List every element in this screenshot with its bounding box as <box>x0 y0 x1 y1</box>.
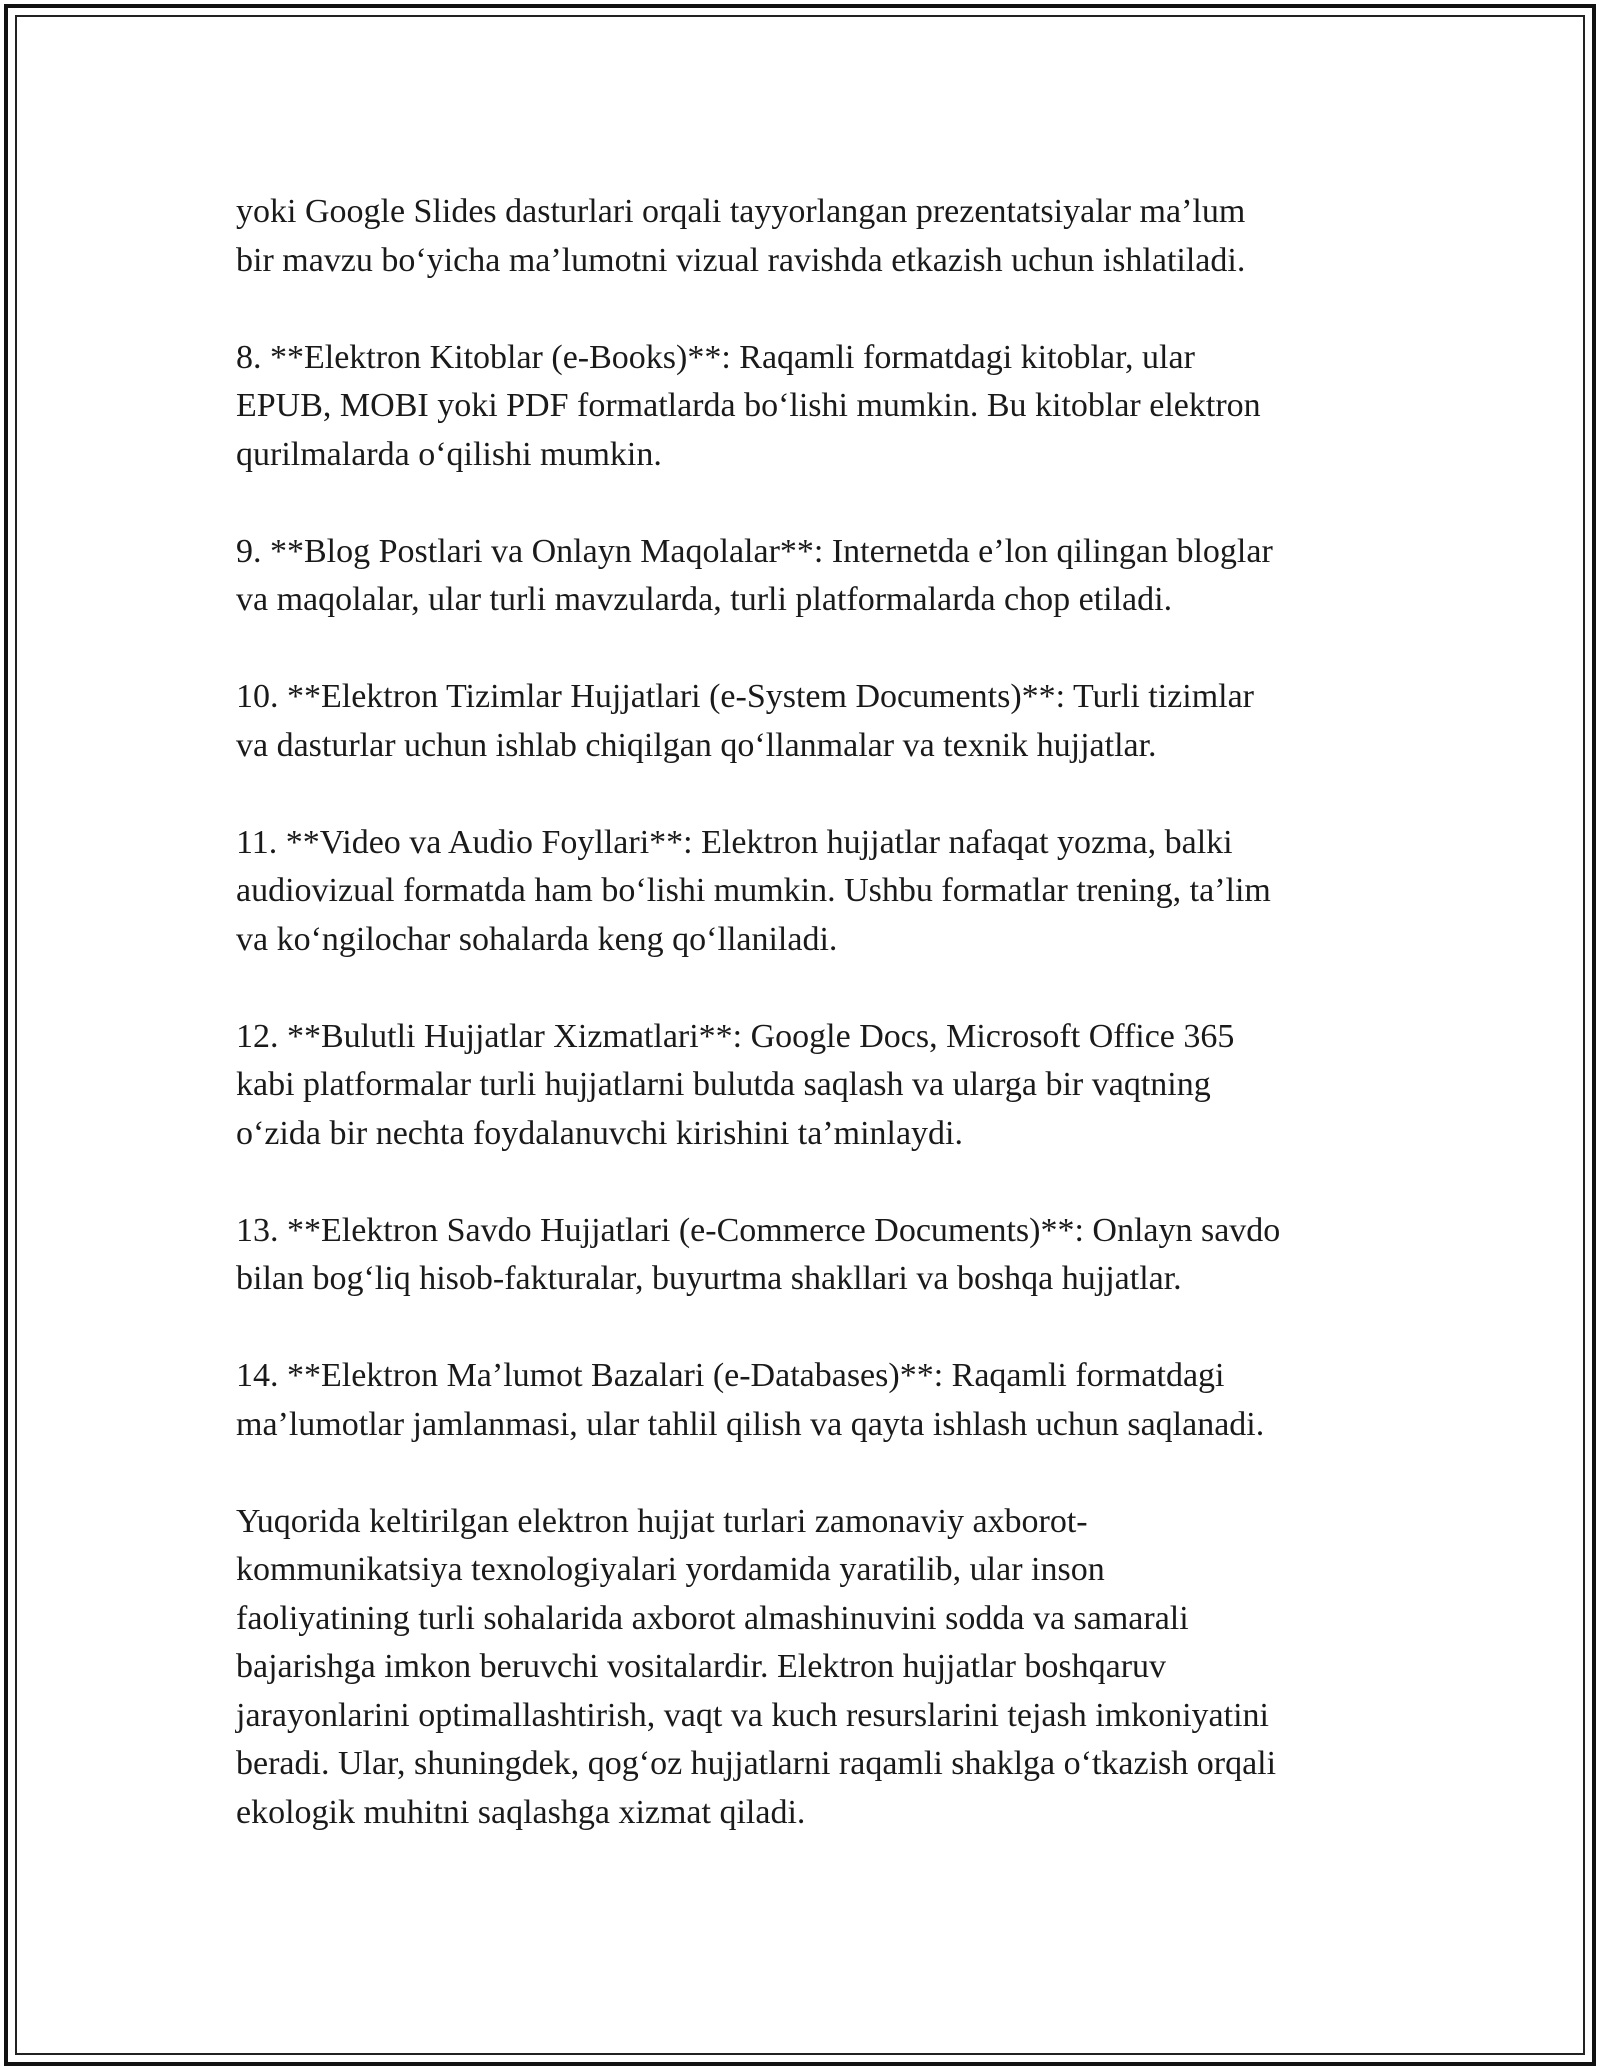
paragraph <box>236 819 1386 965</box>
paragraph <box>236 528 1386 625</box>
text-line: bajarishga imkon beruvchi vositalardir. Elektron hujjatlar boshqaruv <box>236 1648 1167 1685</box>
text-line: 11. **Video va Audio Foyllari**: Elektron hujjatlar nafaqat yozma, balki <box>236 823 1233 861</box>
text-line: 13. **Elektron Savdo Hujjatlari (e-Commerce Documents)**: Onlayn savdo <box>236 1211 1281 1249</box>
text-line: 8. **Elektron Kitoblar (e-Books)**: Raqamli formatdagi kitoblar, ular <box>236 338 1195 376</box>
paragraph <box>236 1013 1386 1159</box>
text-line: 12. **Bulutli Hujjatlar Xizmatlari**: Google Docs, Microsoft Office 365 <box>236 1017 1235 1055</box>
text-line: yoki Google Slides dasturlari orqali tayyorlangan prezentatsiyalar ma’lum <box>236 193 1246 230</box>
paragraph <box>236 1207 1386 1304</box>
text-line: va ko‘ngilochar sohalarda keng qo‘llaniladi. <box>236 920 838 958</box>
text-line: bilan bog‘liq hisob-fakturalar, buyurtma shakllari va boshqa hujjatlar. <box>236 1260 1182 1297</box>
text-line: kommunikatsiya texnologiyalari yordamida yaratilib, ular inson <box>236 1551 1105 1588</box>
paragraph <box>236 673 1386 770</box>
text-line: qurilmalarda o‘qilishi mumkin. <box>236 435 662 473</box>
paragraph <box>236 1498 1386 1838</box>
text-line: ma’lumotlar jamlanmasi, ular tahlil qilish va qayta ishlash uchun saqlanadi. <box>236 1405 1265 1443</box>
text-line: 10. **Elektron Tizimlar Hujjatlari (e-System Documents)**: Turli tizimlar <box>236 678 1255 715</box>
paragraph <box>236 334 1386 480</box>
text-line: o‘zida bir nechta foydalanuvchi kirishini ta’minlaydi. <box>236 1114 963 1152</box>
text-line: audiovizual formatda ham bo‘lishi mumkin. Ushbu formatlar trening, ta’lim <box>236 872 1271 909</box>
text-line: kabi platformalar turli hujjatlarni bulutda saqlash va ularga bir vaqtning <box>236 1066 1211 1103</box>
paragraph <box>236 1352 1386 1449</box>
text-line: ekologik muhitni saqlashga xizmat qiladi. <box>236 1793 806 1831</box>
paragraph <box>236 188 1386 285</box>
text-line: 9. **Blog Postlari va Onlayn Maqolalar**: Internetda e’lon qilingan bloglar <box>236 532 1273 570</box>
text-line: beradi. Ular, shuningdek, qog‘oz hujjatlarni raqamli shaklga o‘tkazish orqali <box>236 1745 1277 1782</box>
text-line: Yuqorida keltirilgan elektron hujjat turlari zamonaviy axborot- <box>236 1502 1088 1540</box>
text-line: jarayonlarini optimallashtirish, vaqt va kuch resurslarini tejash imkoniyatini <box>236 1696 1269 1734</box>
text-line: bir mavzu bo‘yicha ma’lumotni vizual ravishda etkazish uchun ishlatiladi. <box>236 241 1246 279</box>
text-line: EPUB, MOBI yoki PDF formatlarda bo‘lishi mumkin. Bu kitoblar elektron <box>236 387 1261 424</box>
text-line: 14. **Elektron Ma’lumot Bazalari (e-Databases)**: Raqamli formatdagi <box>236 1357 1225 1394</box>
document-body <box>236 188 1386 1837</box>
text-line: faoliyatining turli sohalarida axborot almashinuvini sodda va samarali <box>236 1599 1189 1637</box>
text-line: va dasturlar uchun ishlab chiqilgan qo‘llanmalar va texnik hujjatlar. <box>236 726 1157 764</box>
text-line: va maqolalar, ular turli mavzularda, turli platformalarda chop etiladi. <box>236 581 1173 618</box>
